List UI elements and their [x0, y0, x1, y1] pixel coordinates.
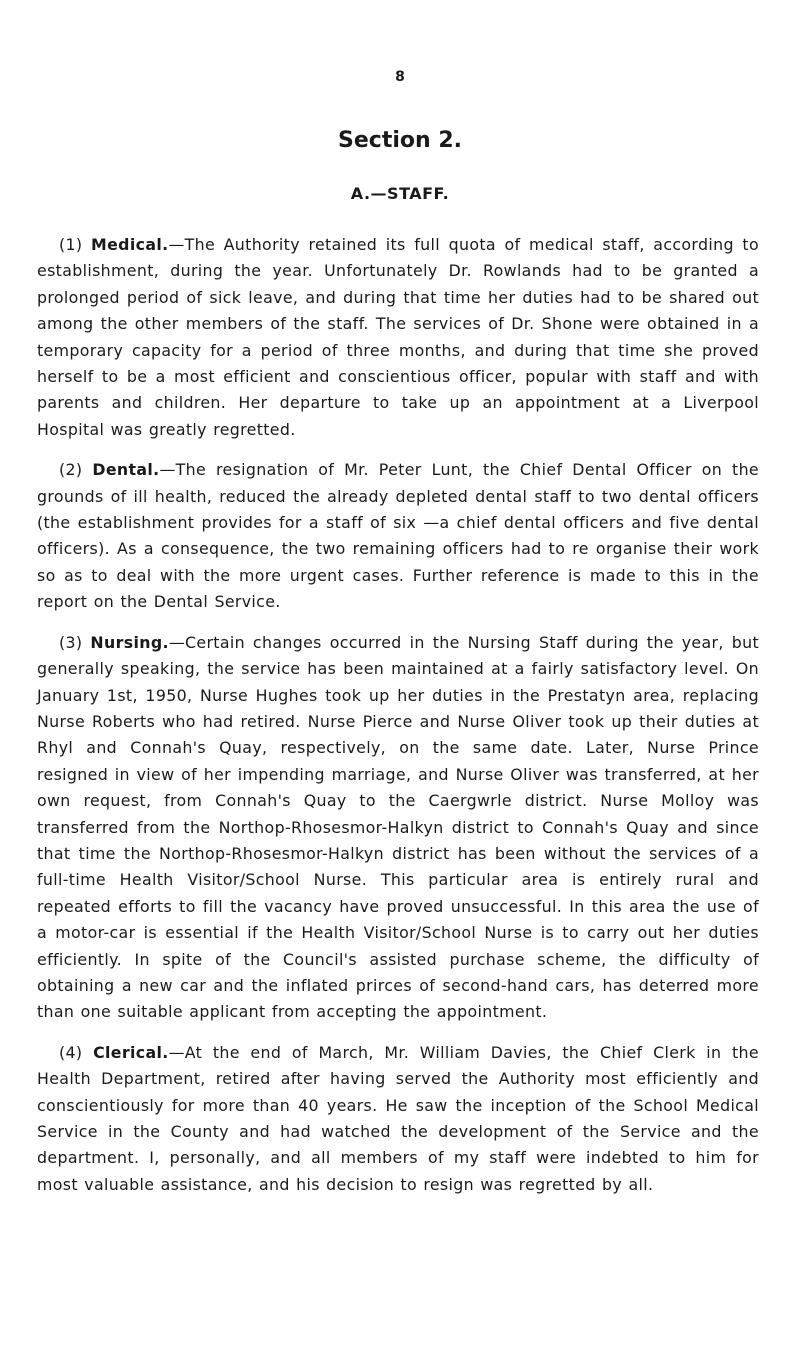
paragraph-text: —Certain changes occurred in the Nursing Staff during the year, but generally speaking, the service has been maintained at a fairly satisfactory level. On January 1st, 1950, Nurse Hughes took up her duties in the Prestatyn area, replacing Nurse Roberts who had retired. Nurse Pierce and Nurse Oliver took up their duties at Rhyl and Connah's Quay, respectively, on the same date. Later, Nurse Prince resigned in view of her impending marriage, and Nurse Oliver was transferred, at her own request, from Connah's Quay to the Caergwrle district. Nurse Molloy was transferred from the Northop-Rhosesmor-Halkyn district to Connah's Quay and since that time the Northop-Rhosesmor-Halkyn district has been without the services of a full-time Health Visitor/School Nurse. This particular area is entirely rural and repeated efforts to fill the vacancy have proved unsuccessful. In this area the use of a motor-car is essential if the Health Visitor/School Nurse is to carry out her duties efficiently. In spite of the Council's assisted purchase scheme, the difficulty of obtaining a new car and the inflated prirces of second-hand cars, has deterred more than one suitable applicant from accepting the appointment. [37, 632, 759, 1022]
paragraph-dental [37, 457, 759, 615]
paragraph-number: (3) [59, 632, 83, 652]
paragraph-clerical [37, 1040, 759, 1198]
section-title: Section 2. [338, 128, 462, 153]
paragraph-heading: Dental. [92, 460, 160, 480]
paragraph-heading: Medical. [91, 235, 169, 254]
paragraph-heading: Clerical. [93, 1042, 169, 1062]
paragraph-number: (1) [59, 235, 83, 254]
paragraph-medical [37, 232, 759, 443]
paragraph-text: —The resignation of Mr. Peter Lunt, the Chief Dental Officer on the grounds of ill health, reduced the already depleted dental staff to two dental officers (the establishment provides for a staff of six —a chief dental officers and five dental officers). As a consequence, the two remaining officers had to re organise their work so as to deal with the more urgent cases. Further reference is made to this in the report on the Dental Service. [37, 460, 759, 612]
paragraph-number: (2) [59, 460, 83, 480]
paragraph-number: (4) [59, 1042, 83, 1062]
paragraph-nursing [37, 630, 759, 1026]
body-text [37, 232, 759, 1212]
page-number: 8 [395, 69, 405, 85]
paragraph-text: —At the end of March, Mr. William Davies, the Chief Clerk in the Health Department, retired after having served the Authority most efficiently and conscientiously for more than 40 years. He saw the inception of the School Medical Service in the County and had watched the development of the Service and the department. I, personally, and all members of my staff were indebted to him for most valuable assistance, and his decision to resign was regretted by all. [37, 1042, 759, 1194]
paragraph-heading: Nursing. [90, 632, 169, 652]
paragraph-text: —The Authority retained its full quota of medical staff, according to establishment, during the year. Unfortunately Dr. Rowlands had to be granted a prolonged period of sick leave, and during that time her duties had to be shared out among the other members of the staff. The services of Dr. Shone were obtained in a temporary capacity for a period of three months, and during that time she proved herself to be a most efficient and conscientious officer, popular with staff and with parents and children. Her departure to take up an appointment at a Liverpool Hospital was greatly regretted. [37, 235, 759, 439]
subsection-title: A.—STAFF. [350, 184, 450, 203]
